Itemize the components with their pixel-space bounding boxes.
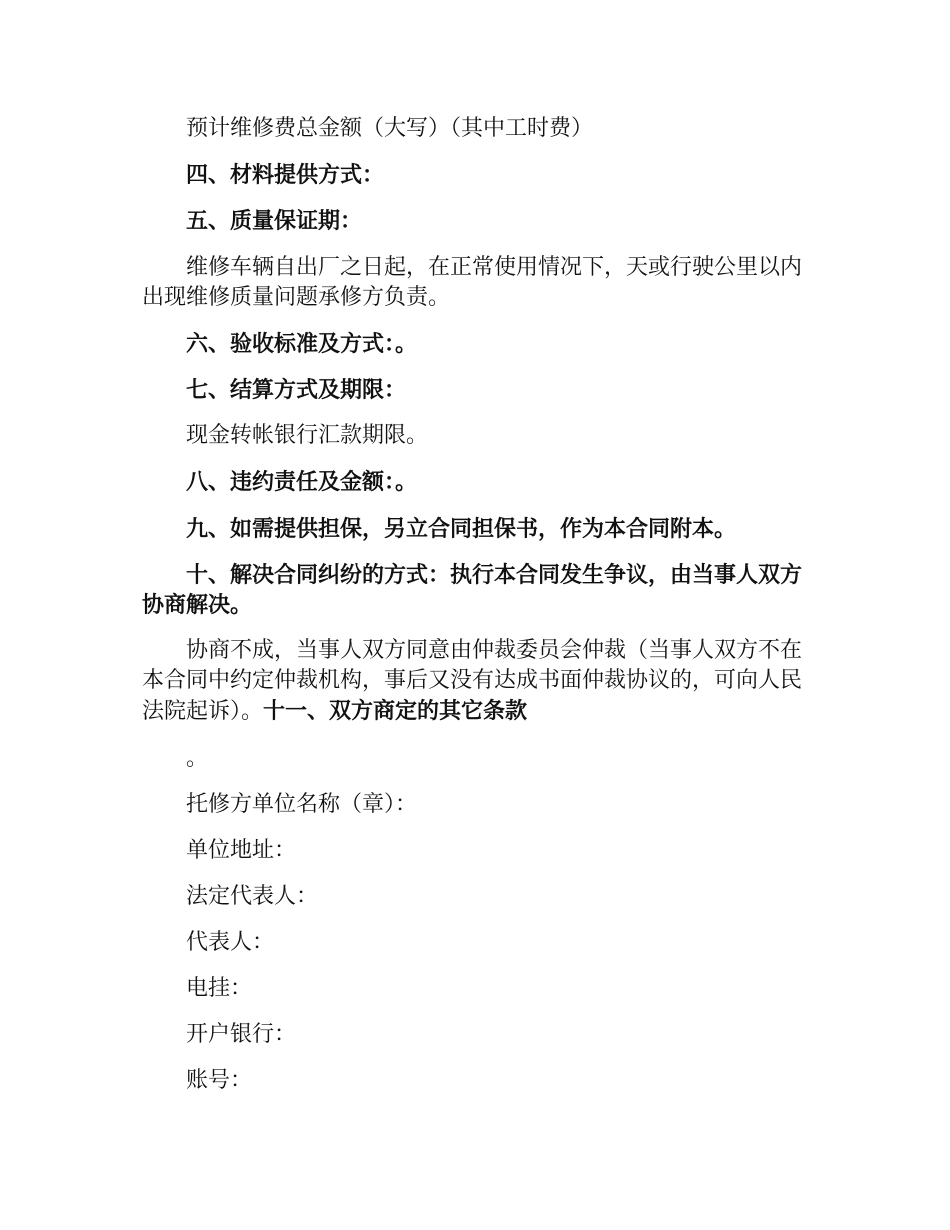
section-4-heading: 四、材料提供方式： [186, 162, 385, 188]
legal-representative-label: 法定代表人： [186, 884, 319, 909]
telegraph-label: 电挂： [186, 976, 253, 1001]
total-repair-cost-line: 预计维修费总金额（大写）（其中工时费） [186, 116, 594, 141]
arbitration-paragraph [142, 636, 812, 727]
warranty-paragraph: 维修车辆自出厂之日起，在正常使用情况下，天或行驶公里以内出现维修质量问题承修方负责。 [142, 255, 803, 310]
account-number-label: 账号： [186, 1068, 253, 1093]
client-company-name-label: 托修方单位名称（章）： [186, 792, 418, 817]
section-7-heading: 七、结算方式及期限： [186, 377, 407, 403]
section-10-heading: 十、解决合同纠纷的方式：执行本合同发生争议，由当事人双方协商解决。 [142, 562, 803, 618]
section-11-content: 。 [186, 746, 209, 771]
section-5-heading: 五、质量保证期： [186, 208, 363, 234]
company-address-label: 单位地址： [186, 838, 297, 863]
settlement-paragraph: 现金转帐银行汇款期限。 [186, 423, 429, 448]
section-8-heading: 八、违约责任及金额：。 [186, 469, 418, 495]
representative-label: 代表人： [186, 930, 275, 955]
bank-label: 开户银行： [186, 1022, 297, 1047]
section-11-heading: 十一、双方商定的其它条款 [263, 698, 528, 724]
arbitration-text: 协商不成，当事人双方同意由仲裁委员会仲裁（当事人双方不在本合同中约定仲裁机构，事后又没有达成书面仲裁协议的，可向人民法院起诉）。 [142, 638, 803, 724]
section-6-heading: 六、验收标准及方式：。 [186, 331, 418, 357]
section-9-heading: 九、如需提供担保，另立合同担保书，作为本合同附本。 [186, 516, 737, 542]
